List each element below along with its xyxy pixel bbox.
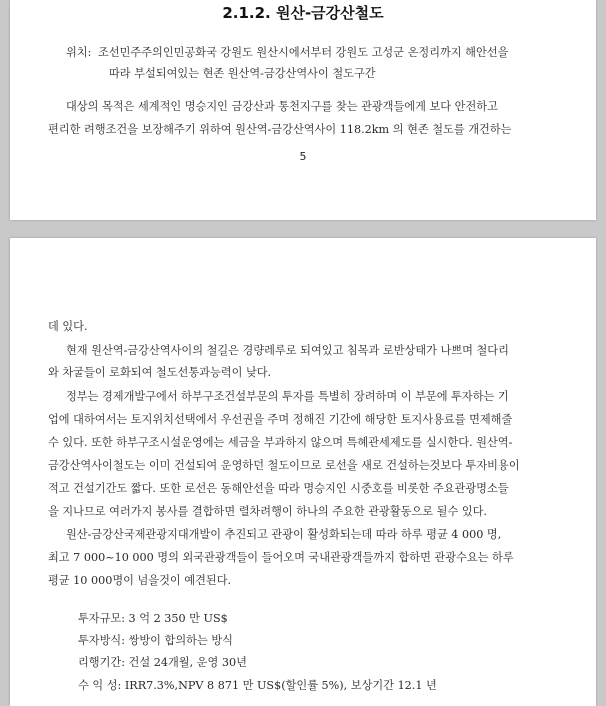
investment-method: 투자방식: 쌍방이 합의하는 방식 [78, 634, 233, 647]
body-line: 최고 7 000~10 000 명의 외국관광객들이 들어오며 국내관광객들까지 합하면 관광수요는 하루 [48, 551, 514, 564]
purpose-line-1: 대상의 목적은 세계적인 명승지인 금강산과 통천지구를 찾는 관광객들에게 보다 안전하고 [66, 100, 498, 113]
body-line: 을 지나므로 여러가지 봉사를 결합하면 렬차려행이 하나의 주요한 관광활동으로 될수 있다. [48, 505, 487, 518]
body-line: 정부는 경제개발구에서 하부구조건설부문의 투자를 특별히 장려하며 이 부문에 투자하는 기 [66, 390, 509, 403]
page-number: 5 [299, 150, 307, 163]
body-line: 현재 원산역-금강산역사이의 철길은 경량레루로 되여있고 침목과 로반상태가 나쁘며 철다리 [66, 344, 509, 357]
section-title: 2.1.2. 원산-금강산철도 [222, 4, 384, 22]
body-line: 수 있다. 또한 하부구조시설운영에는 세금을 부과하지 않으며 특혜관세제도를 실시한다. 원산역- [48, 436, 513, 449]
page-5 [10, 0, 596, 220]
body-line: 적고 건설기간도 짧다. 또한 로선은 동해안선을 따라 명승지인 시중호를 비롯한 주요관광명소들 [48, 482, 509, 495]
location-line-2: 따라 부설되여있는 현존 원산역-금강산역사이 철도구간 [109, 67, 376, 80]
investment-scale: 투자규모: 3 억 2 350 만 US$ [78, 612, 228, 625]
page-6 [10, 238, 596, 706]
body-line: 업에 대하여서는 토지위치선택에서 우선권을 주며 정해진 기간에 해당한 토지사용료를 면제해줄 [48, 413, 513, 426]
purpose-line-2: 편리한 려행조건을 보장해주기 위하여 원산역-금강산역사이 118.2km 의 현존 철도를 개건하는 [48, 123, 512, 136]
body-line: 금강산역사이철도는 이미 건설되여 운영하던 철도이므로 로선을 새로 건설하는것보다 투자비용이 [48, 459, 520, 472]
location-line-1: 조선민주주의인민공화국 강원도 원산시에서부터 강원도 고성군 온정리까지 해안선을 [98, 46, 509, 59]
body-line: 와 차굴들이 로화되여 철도선통과능력이 낮다. [48, 366, 272, 379]
body-line: 평균 10 000명이 넘을것이 예견된다. [48, 574, 232, 587]
profitability: 수 익 성: IRR7.3%,NPV 8 871 만 US$(할인률 5%), 보상기간 12.1 년 [78, 679, 437, 692]
location-label: 위치: [66, 46, 92, 59]
body-line: 데 있다. [48, 320, 88, 333]
execution-period: 리행기간: 건설 24개월, 운영 30년 [78, 656, 247, 669]
body-line: 원산-금강산국제관광지대개발이 추진되고 관광이 활성화되는데 따라 하루 평균 4 000 명, [66, 528, 502, 541]
